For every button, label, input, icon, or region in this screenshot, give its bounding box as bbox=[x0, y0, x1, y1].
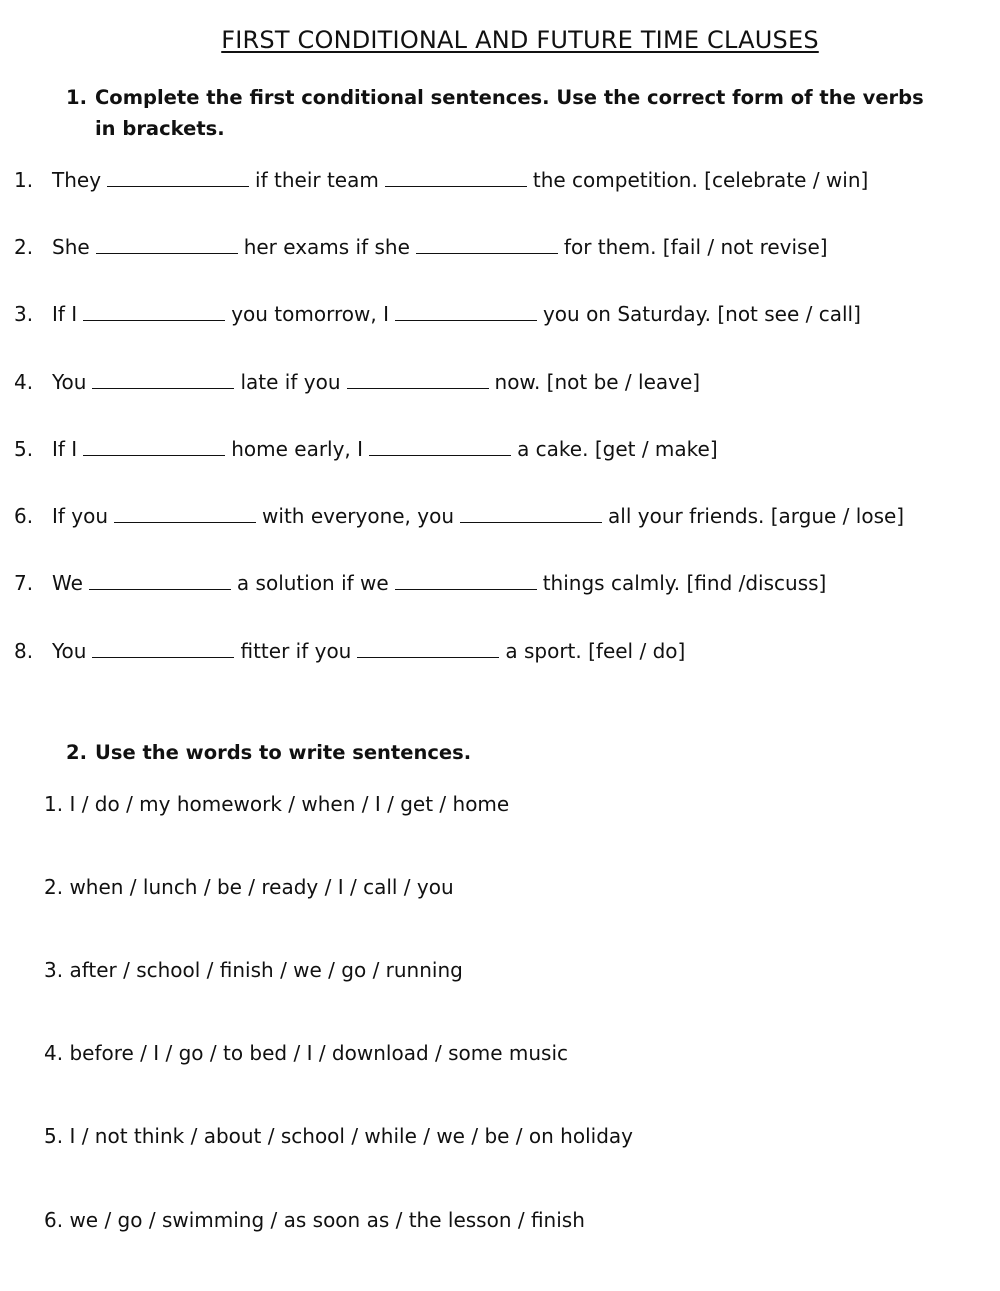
item-part-b: a solution if we bbox=[236, 571, 389, 595]
item-part-a: If you bbox=[52, 504, 109, 528]
answer-blank[interactable] bbox=[107, 166, 249, 187]
item-part-a: We bbox=[52, 571, 83, 595]
item-part-a: They bbox=[52, 168, 102, 192]
answer-blank[interactable] bbox=[395, 300, 537, 321]
item-part-a: If I bbox=[52, 437, 78, 461]
exercise2-item: 4. before / I / go / to bed / I / download / some music bbox=[44, 1041, 569, 1065]
answer-blank[interactable] bbox=[114, 502, 256, 523]
exercise1-item bbox=[14, 435, 718, 463]
item-number: 2. bbox=[14, 235, 34, 259]
section2-instruction bbox=[66, 741, 666, 771]
answer-blank[interactable] bbox=[357, 637, 499, 658]
item-part-b: her exams if she bbox=[243, 235, 410, 259]
page-title: FIRST CONDITIONAL AND FUTURE TIME CLAUSES bbox=[221, 26, 819, 54]
answer-blank[interactable] bbox=[460, 502, 602, 523]
item-number: 7. bbox=[14, 571, 34, 595]
exercise1-item bbox=[14, 233, 828, 261]
item-number: 1. bbox=[14, 168, 34, 192]
exercise2-item: 3. after / school / finish / we / go / running bbox=[44, 958, 463, 982]
item-part-c: all your friends. [argue / lose] bbox=[608, 504, 905, 528]
section2-number: 2. bbox=[66, 741, 87, 764]
answer-blank[interactable] bbox=[347, 368, 489, 389]
exercise1-item bbox=[14, 569, 826, 597]
item-part-a: You bbox=[52, 639, 87, 663]
exercise1-item bbox=[14, 637, 685, 665]
item-number: 6. bbox=[14, 504, 34, 528]
exercise2-item: 6. we / go / swimming / as soon as / the lesson / finish bbox=[44, 1208, 585, 1232]
answer-blank[interactable] bbox=[83, 300, 225, 321]
item-number: 8. bbox=[14, 639, 34, 663]
item-number: 5. bbox=[14, 437, 34, 461]
item-part-c: you on Saturday. [not see / call] bbox=[542, 302, 861, 326]
section2-instruction-text: Use the words to write sentences. bbox=[95, 741, 472, 764]
exercise1-item bbox=[14, 300, 861, 328]
exercise2-item: 5. I / not think / about / school / while / we / be / on holiday bbox=[44, 1124, 633, 1148]
exercise1-item bbox=[14, 502, 904, 530]
item-part-c: things calmly. [find /discuss] bbox=[542, 571, 827, 595]
exercise2-item: 1. I / do / my homework / when / I / get / home bbox=[44, 792, 510, 816]
answer-blank[interactable] bbox=[92, 637, 234, 658]
item-part-b: you tomorrow, I bbox=[231, 302, 389, 326]
answer-blank[interactable] bbox=[92, 368, 234, 389]
answer-blank[interactable] bbox=[369, 435, 511, 456]
section1-number: 1. bbox=[66, 86, 87, 109]
item-part-a: You bbox=[52, 370, 87, 394]
item-part-c: a cake. [get / make] bbox=[517, 437, 718, 461]
item-part-b: home early, I bbox=[231, 437, 364, 461]
item-part-a: If I bbox=[52, 302, 78, 326]
item-number: 3. bbox=[14, 302, 34, 326]
item-number: 4. bbox=[14, 370, 34, 394]
item-part-a: She bbox=[52, 235, 90, 259]
item-part-c: for them. [fail / not revise] bbox=[563, 235, 828, 259]
answer-blank[interactable] bbox=[89, 569, 231, 590]
answer-blank[interactable] bbox=[83, 435, 225, 456]
exercise1-item bbox=[14, 368, 700, 396]
item-part-b: with everyone, you bbox=[262, 504, 455, 528]
item-part-c: now. [not be / leave] bbox=[494, 370, 701, 394]
answer-blank[interactable] bbox=[395, 569, 537, 590]
section1-instruction-line2: in brackets. bbox=[95, 117, 225, 140]
section1-instruction-line1: Complete the first conditional sentences. Use the correct form of the verbs bbox=[95, 86, 924, 109]
answer-blank[interactable] bbox=[96, 233, 238, 254]
exercise2-item: 2. when / lunch / be / ready / I / call / you bbox=[44, 875, 454, 899]
exercise1-item bbox=[14, 166, 868, 194]
item-part-b: if their team bbox=[255, 168, 379, 192]
item-part-b: fitter if you bbox=[240, 639, 352, 663]
item-part-c: the competition. [celebrate / win] bbox=[532, 168, 869, 192]
item-part-b: late if you bbox=[240, 370, 341, 394]
answer-blank[interactable] bbox=[385, 166, 527, 187]
answer-blank[interactable] bbox=[416, 233, 558, 254]
item-part-c: a sport. [feel / do] bbox=[505, 639, 686, 663]
section1-instruction bbox=[66, 86, 966, 146]
